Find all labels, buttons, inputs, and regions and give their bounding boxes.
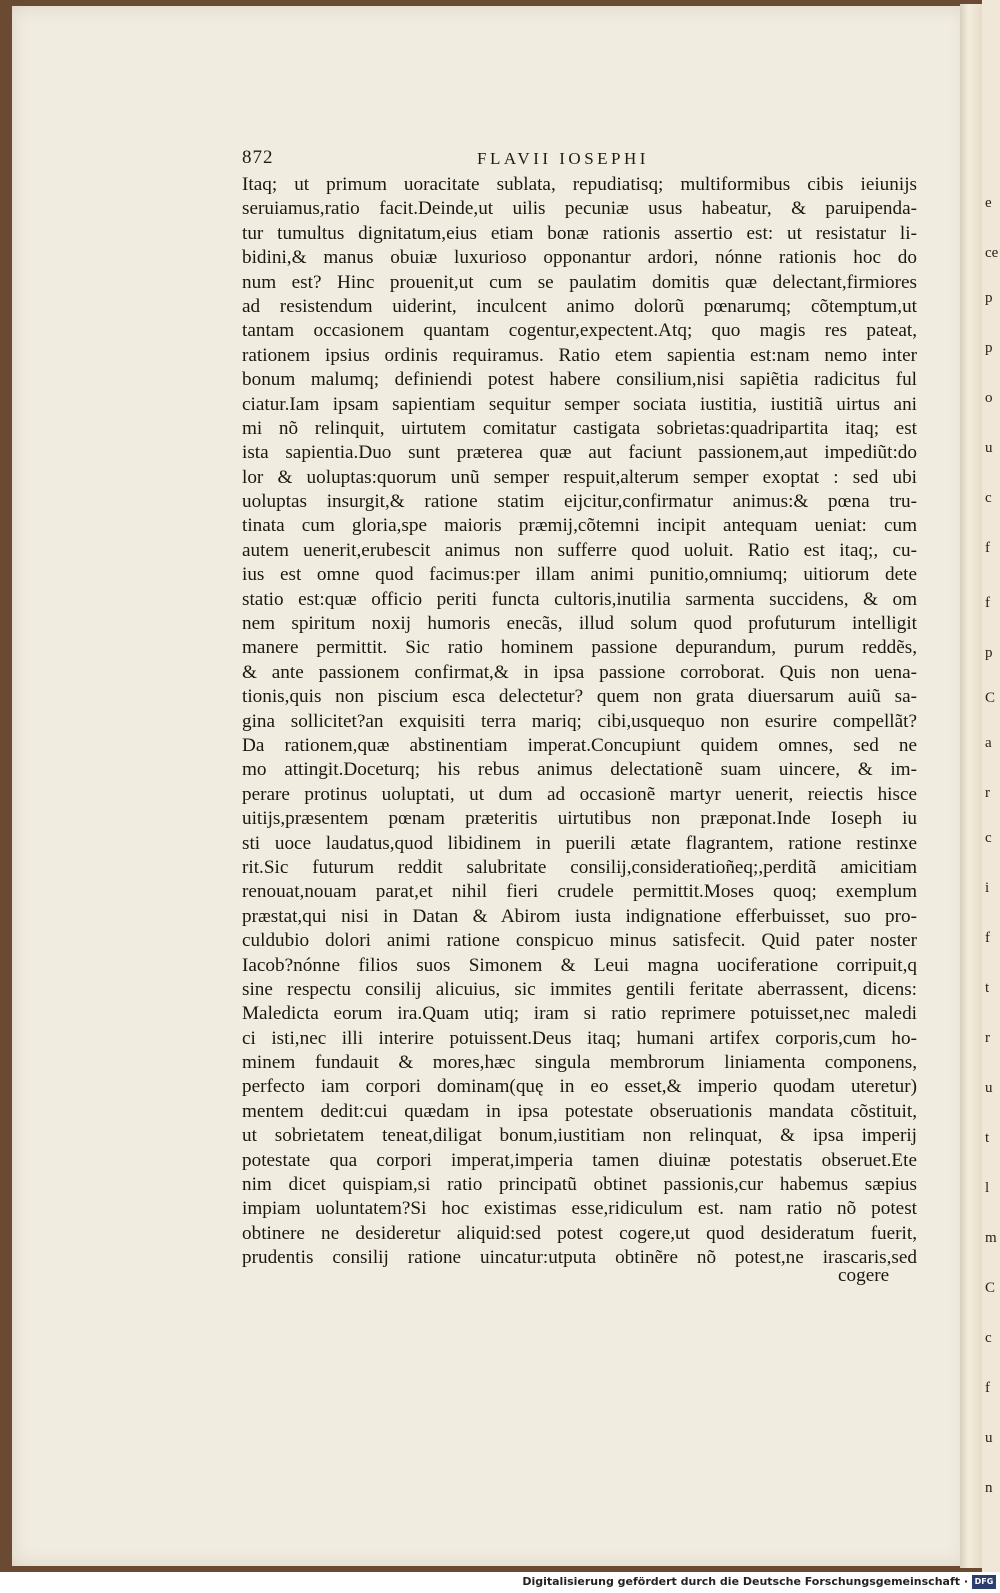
edge-letter: u [985, 440, 993, 456]
page-number: 872 [242, 147, 274, 168]
book-gutter [960, 4, 982, 1568]
text-line: ius est omne quod facimus:per illam animi punitio,omniumq; uitiorum dete [242, 564, 917, 586]
edge-letter: r [985, 785, 990, 801]
text-line: uitijs,præsentem pœnam præteritis uirtutibus non præponat.Inde Ioseph iu [242, 808, 917, 830]
text-line: Da rationem,quæ abstinentiam imperat.Concupiunt quidem omnes, sed ne [242, 734, 917, 756]
edge-letter: c [985, 1330, 992, 1346]
edge-letter: a [985, 735, 992, 751]
edge-letter: c [985, 490, 992, 506]
edge-letter: r [985, 1030, 990, 1046]
edge-letter: C [985, 690, 996, 706]
edge-letter: m [985, 1230, 997, 1246]
dfg-logo: DFG [972, 1575, 996, 1589]
edge-letter: p [985, 645, 993, 661]
text-line: culdubio dolori animi ratione conspicuo minus satisfecit. Quid pater noster [242, 930, 917, 952]
edge-letter: u [985, 1430, 993, 1446]
text-line: nem spiritum noxij humoris enecãs, illud solum quod profuturum intelligit [242, 613, 917, 635]
text-line: uoluptas insurgit,& ratione statim eijcitur,confirmatur animus:& pœna tru- [242, 491, 917, 513]
page-header [242, 147, 902, 173]
text-line: præstat,qui nisi in Datan & Abirom iusta indignatione efferbuisset, suo pro- [242, 905, 917, 927]
text-line: mi nõ relinquit, uirtutem comitatur castigata sobrietas:quadripartita itaq; est [242, 417, 917, 439]
edge-letter: p [985, 290, 993, 306]
text-line: manere permittit. Sic ratio hominem passione depurandum, purum reddẽs, [242, 637, 917, 659]
edge-letter: ce [985, 245, 999, 261]
text-line: potestate qua corpori imperat,imperia tamen diuinæ potestatis obseruet.Ete [242, 1149, 917, 1171]
text-line: lor & uoluptas:quorum unũ semper respuit,alterum semper exoptat : sed ubi [242, 466, 917, 488]
text-line: prudentis consilij ratione uincatur:utputa obtinẽre nõ potest,ne irascaris,sed [242, 1247, 917, 1269]
text-line: gina sollicitet?an exquisiti terra mariq; cibi,usquequo non esurire compellãt? [242, 710, 917, 732]
edge-letter: f [985, 540, 990, 556]
footer-strip [0, 1572, 1000, 1593]
text-line: Iacob?nónne filios suos Simonem & Leui magna uociferatione corripuit,q [242, 954, 917, 976]
text-line: bidini,& manus obuiæ luxurioso opponantur ardori, nónne rationis hoc do [242, 247, 917, 269]
edge-letter: u [985, 1080, 993, 1096]
text-line: tantam occasionem quantam cogentur,expectent.Atq; quo magis res pateat, [242, 320, 917, 342]
body-text [242, 173, 917, 1271]
text-line: sine respectu consilij alicuius, sic immites gentili feritate aberrassent, dicens: [242, 978, 917, 1000]
edge-letter: C [985, 1280, 996, 1296]
edge-letter: c [985, 830, 992, 846]
text-line: mentem dedit:cui quædam in ipsa potestate obseruationis mandata cõstituit, [242, 1100, 917, 1122]
footer-credit: Digitalisierung gefördert durch die Deutsche Forschungsgemeinschaft · [522, 1575, 968, 1588]
text-line: impiam uoluntatem?Si hoc existimas esse,ridiculum est. nam ratio nõ potest [242, 1198, 917, 1220]
edge-letter: o [985, 390, 993, 406]
text-line: obtinere ne desideretur aliquid:sed potest cogere,ut quod desideratum fuerit, [242, 1222, 917, 1244]
text-line: rationem ipsius ordinis requiramus. Ratio etem sapientia est:nam nemo inter [242, 344, 917, 366]
text-line: ci isti,nec illi interire potuissent.Deus itaq; humani artifex corporis,cum ho- [242, 1027, 917, 1049]
edge-letter: t [985, 1130, 990, 1146]
text-line: rit.Sic futurum reddit salubritate consilij,consideratioñeq;,perditã amicitiam [242, 856, 917, 878]
edge-letter: l [985, 1180, 990, 1196]
running-title: FLAVII IOSEPHI [477, 149, 649, 168]
edge-letter: e [985, 195, 992, 211]
text-line: statio est:quæ officio periti functa cultoris,inutilia sarmenta succidens, & om [242, 588, 917, 610]
edge-letter: i [985, 880, 990, 896]
text-line: tionis,quis non piscium esca delectetur? quem non grata diuersarum auiũ sa- [242, 686, 917, 708]
text-line: ad resistendum uiderint, inculcent animo dolorũ pœnarumq; cõtemptum,ut [242, 295, 917, 317]
text-line: Maledicta eorum ira.Quam utiq; iram si ratio reprimere potuisset,nec maledi [242, 1003, 917, 1025]
edge-letter: n [985, 1480, 993, 1496]
text-line: tur tumultus dignitatum,eius etiam bonæ rationis assertio est: ut resistatur li- [242, 222, 917, 244]
text-line: tinata cum gloria,spe maioris præmij,cõtemni incipit antequam ueniat: cum [242, 515, 917, 537]
text-line: ut sobrietatem teneat,diligat bonum,iustitiam non relinquat, & ipsa imperij [242, 1125, 917, 1147]
edge-letter: f [985, 1380, 990, 1396]
text-line: seruiamus,ratio facit.Deinde,ut uilis pecuniæ usus habeatur, & paruipenda- [242, 198, 917, 220]
book-page [12, 6, 967, 1566]
text-line: & ante passionem confirmat,& in ipsa passione corroborat. Quis non uena- [242, 661, 917, 683]
text-line: autem uenerit,erubescit animus non sufferre quod uoluit. Ratio est itaq;, cu- [242, 539, 917, 561]
text-line: renouat,nouam parat,et nihil fieri crudele permittit.Moses quoq; exemplum [242, 881, 917, 903]
text-line: nim dicet quispiam,si ratio principatũ obtinet passionis,cur habemus sæpius [242, 1174, 917, 1196]
adjacent-page-edge [982, 0, 1000, 1572]
text-line: perfecto iam corpori dominam(quę in eo esset,& imperio quodam uteretur) [242, 1076, 917, 1098]
text-line: ciatur.Iam ipsam sapientiam sequitur semper sociata iustitia, iustitiã uirtus ani [242, 393, 917, 415]
text-line: minem fundauit & mores,hæc singula membrorum liniamenta componens, [242, 1052, 917, 1074]
edge-letter: p [985, 340, 993, 356]
edge-letter: t [985, 980, 990, 996]
text-line: perare protinus uoluptati, ut dum ad occasionẽ martyr uenerit, reiectis hisce [242, 783, 917, 805]
edge-letter: f [985, 595, 990, 611]
text-line: Itaq; ut primum uoracitate sublata, repudiatisq; multiformibus cibis ieiunijs [242, 174, 917, 195]
text-line: bonum malumq; definiendi potest habere consilium,nisi sapiẽtia radicitus ful [242, 369, 917, 391]
text-line: sti uoce laudatus,quod libidinem in puerili ætate flagrantem, ratione restinxe [242, 832, 917, 854]
catchword: cogere [838, 1265, 890, 1286]
edge-letter: f [985, 930, 990, 946]
text-line: num est? Hinc prouenit,ut cum se paulatim domitis quæ delectant,firmiores [242, 271, 917, 293]
text-line: mo attingit.Doceturq; his rebus animus delectationẽ suam uincere, & im- [242, 759, 917, 781]
text-line: ista sapientia.Duo sunt præterea quæ aut faciunt passionem,aut impediũt:do [242, 442, 917, 464]
